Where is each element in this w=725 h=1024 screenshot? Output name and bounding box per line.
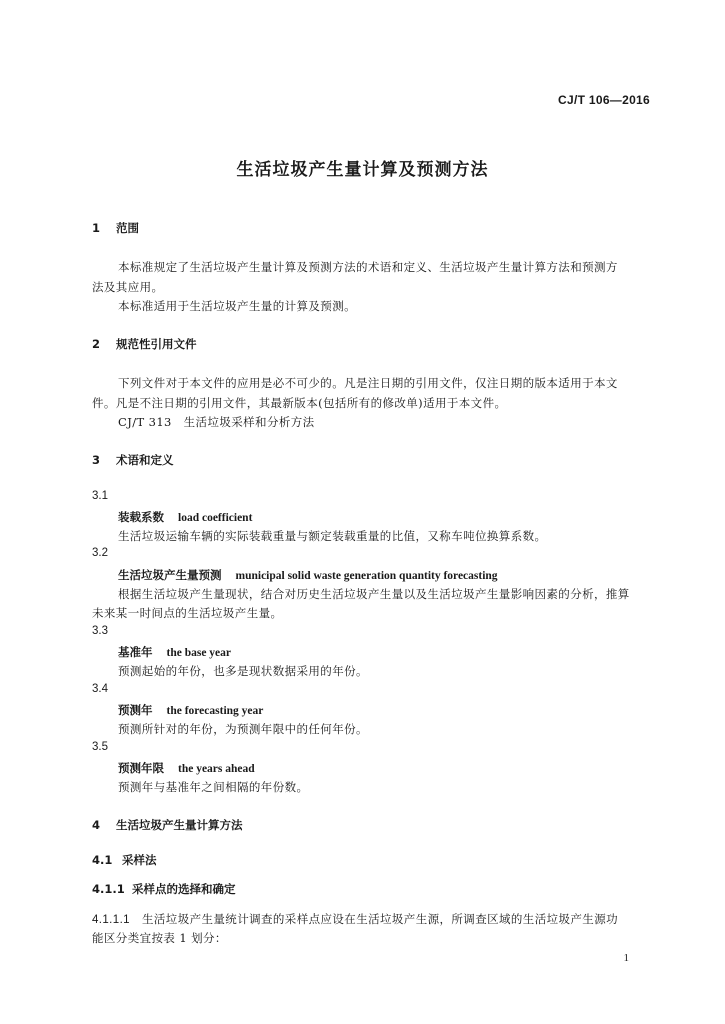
section-3-heading: [92, 452, 174, 468]
term-en: municipal solid waste generation quantity forecasting: [235, 570, 498, 582]
section-number: 4: [92, 818, 101, 832]
term-number: 3.3: [92, 625, 108, 637]
section-title: 术语和定义: [116, 453, 174, 467]
paragraph-line: 本标准规定了生活垃圾产生量计算及预测方法的术语和定义、生活垃圾产生量计算方法和预测方: [118, 260, 618, 274]
section-number: 2: [92, 337, 101, 351]
section-2-heading: [92, 336, 197, 352]
paragraph-line: 下列文件对于本文件的应用是必不可少的。凡是注日期的引用文件，仅注日期的版本适用于本文: [118, 376, 618, 390]
term-zh: 基准年: [118, 645, 153, 659]
term-number: 3.2: [92, 547, 108, 559]
subsection-4-1-heading: [92, 852, 157, 868]
section-title: 规范性引用文件: [116, 337, 197, 351]
term-en: load coefficient: [178, 512, 253, 524]
term-definition: 预测所针对的年份，为预测年限中的任何年份。: [118, 722, 368, 736]
section-number: 1: [92, 221, 101, 235]
term-title: [118, 644, 231, 660]
term-definition: 根据生活垃圾产生量现状，结合对历史生活垃圾产生量以及生活垃圾产生量影响因素的分析，推算: [118, 587, 630, 601]
clause-line: 能区分类宜按表 1 划分：: [92, 931, 227, 945]
clause-number: 4.1.1.1: [92, 914, 130, 926]
section-number: 3: [92, 453, 101, 467]
term-number: 3.1: [92, 490, 108, 502]
standard-code: CJ/T 106—2016: [558, 93, 650, 107]
section-1-heading: [92, 220, 139, 236]
term-en: the years ahead: [178, 763, 255, 775]
clause-line: [92, 911, 618, 927]
term-title: [118, 702, 263, 718]
paragraph-line: 件。凡是不注日期的引用文件，其最新版本(包括所有的修改单)适用于本文件。: [92, 396, 507, 410]
term-definition: 未来某一时间点的生活垃圾产生量。: [92, 606, 283, 620]
term-title: [118, 509, 252, 525]
subsection-number: 4.1.1: [92, 882, 125, 896]
subsection-4-1-1-heading: [92, 881, 236, 897]
term-definition: 预测年与基准年之间相隔的年份数。: [118, 780, 309, 794]
term-zh: 装载系数: [118, 510, 164, 524]
term-definition: 预测起始的年份，也多是现状数据采用的年份。: [118, 664, 368, 678]
term-zh: 生活垃圾产生量预测: [118, 568, 222, 582]
subsection-number: 4.1: [92, 853, 113, 867]
paragraph-line: 本标准适用于生活垃圾产生量的计算及预测。: [118, 299, 356, 313]
term-title: [118, 567, 498, 583]
page-number: 1: [623, 952, 629, 964]
normative-reference: CJ/T 313 生活垃圾采样和分析方法: [118, 415, 315, 429]
section-4-heading: [92, 817, 243, 833]
section-title: 生活垃圾产生量计算方法: [116, 818, 243, 832]
paragraph-line: 法及其应用。: [92, 280, 164, 294]
section-title: 范围: [116, 221, 139, 235]
term-zh: 预测年限: [118, 761, 164, 775]
subsection-title: 采样法: [122, 853, 157, 867]
term-number: 3.4: [92, 683, 108, 695]
term-definition: 生活垃圾运输车辆的实际装载重量与额定装载重量的比值，又称车吨位换算系数。: [118, 529, 547, 543]
clause-text: 生活垃圾产生量统计调查的采样点应设在生活垃圾产生源，所调查区域的生活垃圾产生源功: [142, 912, 618, 926]
term-en: the base year: [166, 647, 232, 659]
term-en: the forecasting year: [166, 705, 264, 717]
term-zh: 预测年: [118, 703, 153, 717]
subsection-title: 采样点的选择和确定: [132, 882, 236, 896]
term-number: 3.5: [92, 741, 108, 753]
document-title: 生活垃圾产生量计算及预测方法: [236, 160, 489, 180]
term-title: [118, 760, 255, 776]
